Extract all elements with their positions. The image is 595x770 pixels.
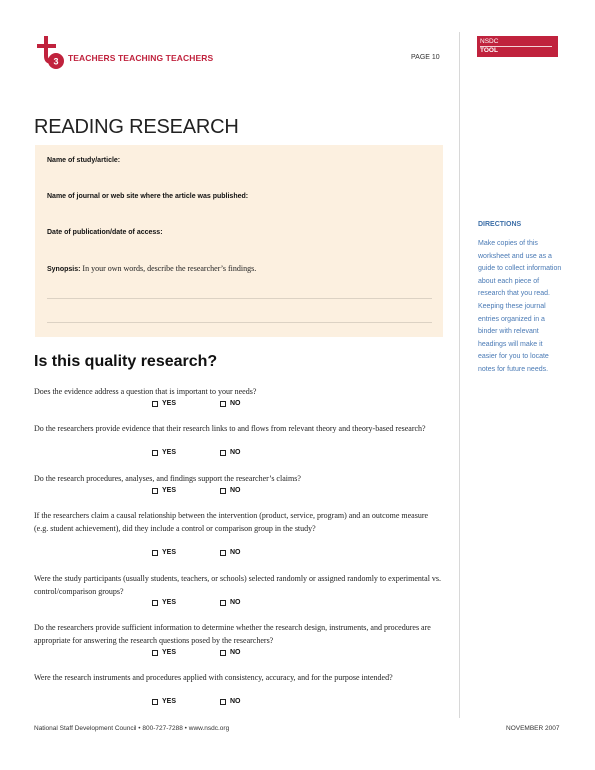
checkbox-icon bbox=[220, 600, 226, 606]
checkbox-icon bbox=[220, 699, 226, 705]
synopsis-instructions: In your own words, describe the researcher’s findings. bbox=[82, 264, 257, 273]
q3-no-checkbox[interactable] bbox=[220, 487, 241, 494]
sidebar-divider bbox=[459, 32, 460, 718]
q2-no-checkbox[interactable] bbox=[220, 449, 241, 456]
q1-no-checkbox[interactable] bbox=[220, 400, 241, 407]
question-6: Do the researchers provide sufficient information to determine whether the research design, instruments, and procedures are appropriate for answering the research questions posed by the researchers? bbox=[34, 623, 431, 645]
checkbox-icon bbox=[220, 650, 226, 656]
checkbox-icon bbox=[152, 550, 158, 556]
q4-no-checkbox[interactable] bbox=[220, 549, 241, 556]
nsdc-tool-badge bbox=[477, 36, 558, 57]
q7-no-checkbox[interactable] bbox=[220, 698, 241, 705]
checkbox-icon bbox=[152, 600, 158, 606]
q5-yes-checkbox[interactable] bbox=[152, 599, 176, 606]
q3-yes-checkbox[interactable] bbox=[152, 487, 176, 494]
badge-bottom: TOOL bbox=[480, 47, 498, 54]
q5-no-checkbox[interactable] bbox=[220, 599, 241, 606]
checkbox-icon bbox=[152, 650, 158, 656]
no-label: NO bbox=[230, 698, 241, 705]
yes-label: YES bbox=[162, 698, 177, 705]
question-2: Do the researchers provide evidence that their research links to and flows from relevant theory and theory-based research? bbox=[34, 424, 426, 433]
yes-label: YES bbox=[162, 599, 177, 606]
q1-yes-checkbox[interactable] bbox=[152, 400, 176, 407]
no-label: NO bbox=[230, 487, 241, 494]
q7-yes-checkbox[interactable] bbox=[152, 698, 176, 705]
research-form bbox=[35, 145, 443, 337]
question-3: Do the research procedures, analyses, and findings support the researcher’s claims? bbox=[34, 474, 301, 483]
checkbox-icon bbox=[220, 450, 226, 456]
synopsis-line-1 bbox=[47, 298, 432, 299]
no-label: NO bbox=[230, 400, 241, 407]
q4-yes-checkbox[interactable] bbox=[152, 549, 176, 556]
directions-text: Make copies of this worksheet and use as a guide to collect information about each piece of research that you read. Keeping these journal entries organized in a binder with relevant headings will make it easier for you to locate notes for future needs. bbox=[478, 240, 562, 373]
synopsis-label: Synopsis: bbox=[47, 266, 81, 273]
question-4: If the researchers claim a causal relationship between the intervention (product, service, program) and an outcome measure (e.g. student achievement), did they include a control or comparison group in the study? bbox=[34, 511, 429, 533]
question-1: Does the evidence address a question that is important to your needs? bbox=[34, 387, 257, 396]
yes-label: YES bbox=[162, 449, 177, 456]
yes-label: YES bbox=[162, 487, 177, 494]
logo-letter: 3 bbox=[53, 56, 59, 67]
study-name-label: Name of study/article: bbox=[47, 157, 121, 164]
synopsis-field bbox=[47, 264, 256, 273]
badge-top: NSDC bbox=[480, 38, 499, 45]
checkbox-icon bbox=[220, 550, 226, 556]
brand-name: TEACHERS TEACHING TEACHERS bbox=[68, 53, 214, 63]
checkbox-icon bbox=[152, 699, 158, 705]
checkbox-icon bbox=[220, 401, 226, 407]
t3-logo bbox=[34, 34, 64, 72]
checkbox-icon bbox=[152, 401, 158, 407]
q2-yes-checkbox[interactable] bbox=[152, 449, 176, 456]
synopsis-line-2 bbox=[47, 322, 432, 323]
yes-label: YES bbox=[162, 400, 177, 407]
journal-label: Name of journal or web site where the article was published: bbox=[47, 193, 249, 200]
q6-no-checkbox[interactable] bbox=[220, 649, 241, 656]
footer-contact: National Staff Development Council • 800-727-7288 • www.nsdc.org bbox=[34, 725, 230, 732]
quality-heading: Is this quality research? bbox=[34, 353, 218, 370]
yes-label: YES bbox=[162, 549, 177, 556]
yes-label: YES bbox=[162, 649, 177, 656]
no-label: NO bbox=[230, 649, 241, 656]
question-5: Were the study participants (usually students, teachers, or schools) selected randomly or assigned randomly to experimental vs. control/comparison groups? bbox=[34, 574, 442, 596]
no-label: NO bbox=[230, 549, 241, 556]
directions-heading: DIRECTIONS bbox=[478, 221, 522, 228]
checkbox-icon bbox=[152, 450, 158, 456]
no-label: NO bbox=[230, 599, 241, 606]
q6-yes-checkbox[interactable] bbox=[152, 649, 176, 656]
footer-date: NOVEMBER 2007 bbox=[506, 725, 560, 732]
page-title: READING RESEARCH bbox=[34, 116, 239, 138]
no-label: NO bbox=[230, 449, 241, 456]
date-label: Date of publication/date of access: bbox=[47, 229, 163, 236]
page-number: PAGE 10 bbox=[411, 54, 440, 61]
checkbox-icon bbox=[220, 488, 226, 494]
checkbox-icon bbox=[152, 488, 158, 494]
question-7: Were the research instruments and procedures applied with consistency, accuracy, and for the purpose intended? bbox=[34, 673, 393, 682]
